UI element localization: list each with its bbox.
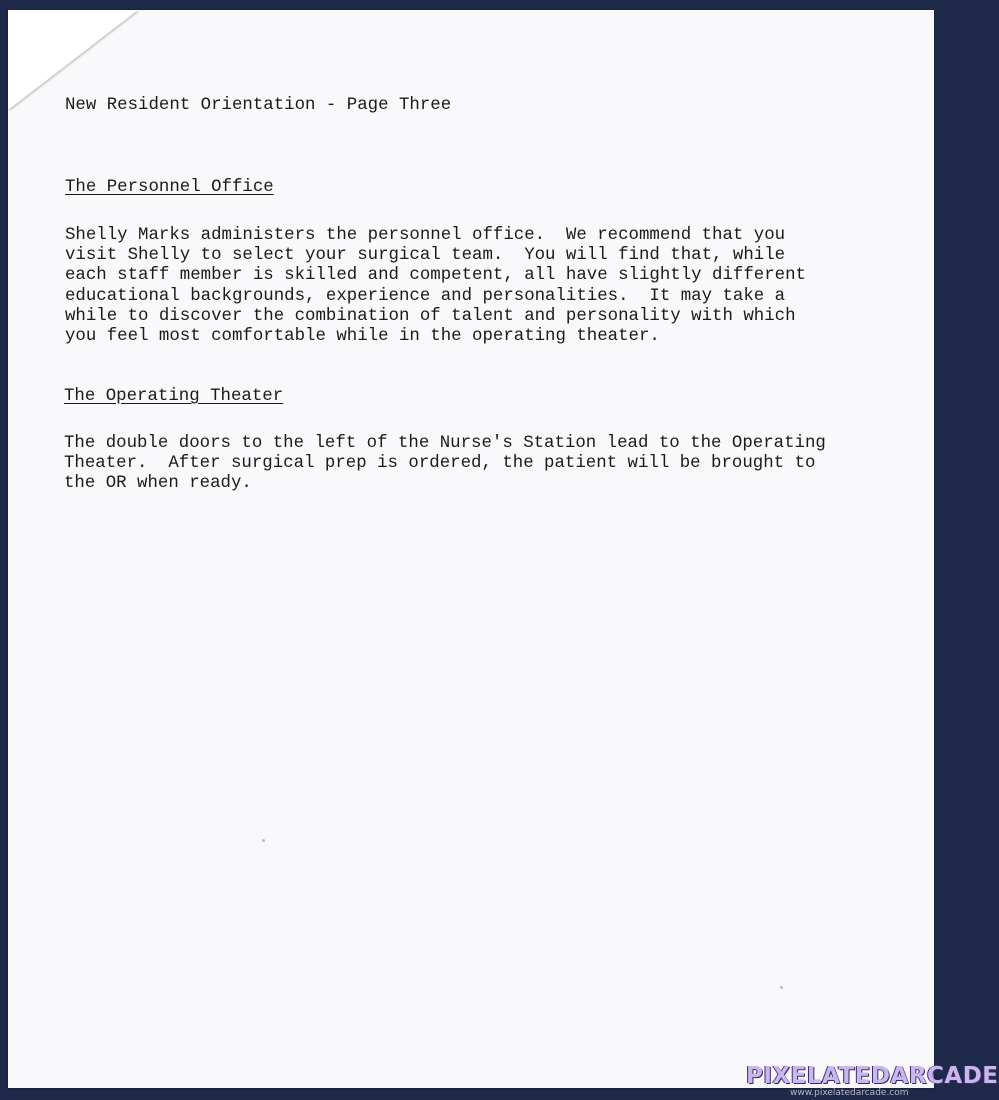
page-title: New Resident Orientation - Page Three <box>65 96 452 115</box>
section-body-personnel-office <box>65 226 806 347</box>
body-line: each staff member is skilled and competent, all have slightly different <box>65 266 806 286</box>
folded-corner <box>8 10 138 110</box>
paper-speck <box>780 986 783 989</box>
body-line: The double doors to the left of the Nurse's Station lead to the Operating <box>64 434 826 453</box>
body-line: visit Shelly to select your surgical team. You will find that, while <box>65 246 786 266</box>
watermark-url: www.pixelatedarcade.com <box>790 1088 909 1098</box>
section-heading-personnel-office: The Personnel Office <box>65 178 274 197</box>
section-body-operating-theater <box>64 434 826 495</box>
body-line: Shelly Marks administers the personnel office. We recommend that you <box>65 226 786 245</box>
body-line: Theater. After surgical prep is ordered, the patient will be brought to <box>64 454 816 474</box>
section-heading-operating-theater: The Operating Theater <box>64 387 284 406</box>
body-line: you feel most comfortable while in the operating theater. <box>65 327 660 347</box>
document-page <box>8 10 934 1088</box>
body-line: the OR when ready. <box>64 474 252 494</box>
paper-speck <box>262 839 265 842</box>
body-line: educational backgrounds, experience and personalities. It may take a <box>65 286 786 306</box>
body-line: while to discover the combination of talent and personality with which <box>65 306 796 326</box>
watermark-brand: PIXELATEDARCADE <box>746 1063 999 1089</box>
